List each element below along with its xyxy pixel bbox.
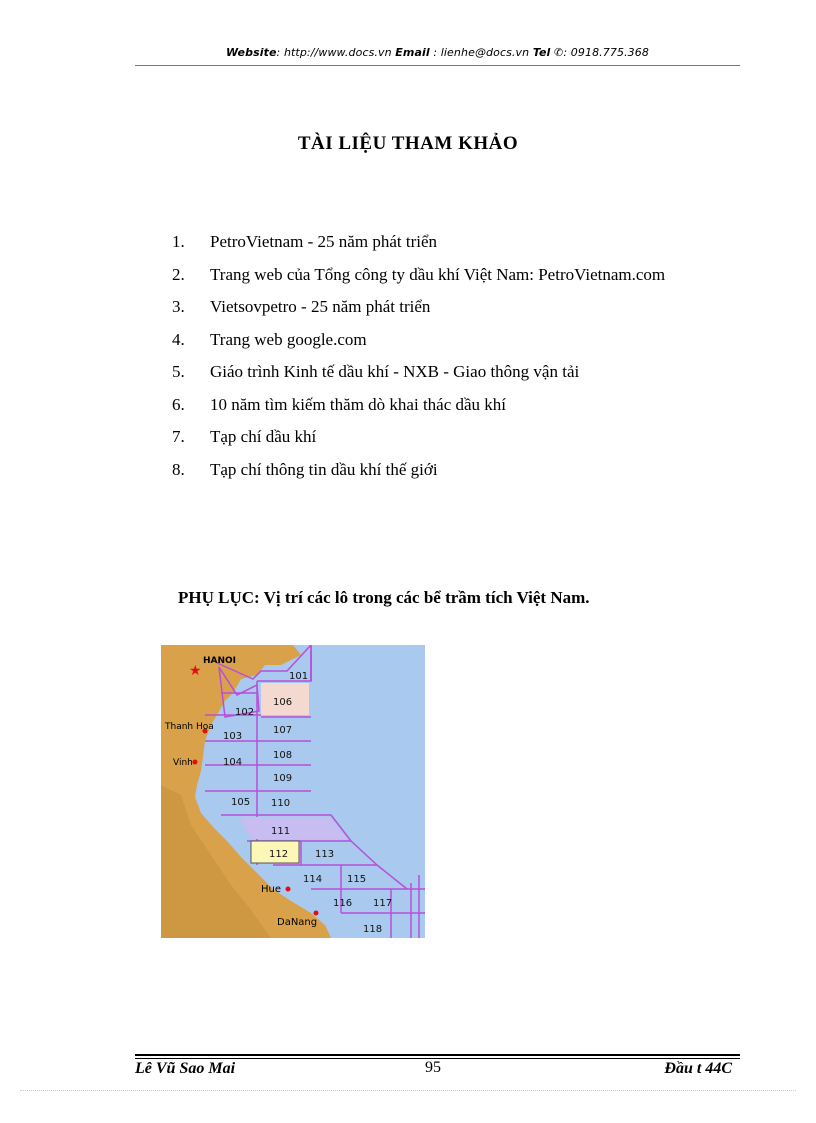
website-label: Website [226,46,277,59]
website-value: : http://www.docs.vn [276,46,396,59]
block-label-101: 101 [289,671,309,682]
tel-value: : 0918.775.368 [563,46,649,59]
block-label-111: 111 [271,826,291,837]
list-text: Vietsovpetro - 25 năm phát triển [210,297,431,316]
list-text: Tạp chí dầu khí [210,427,317,446]
list-number: 1. [172,232,185,251]
list-item [172,395,665,428]
city-marker-da-nang [314,911,319,916]
city-label-hue: Hue [261,884,282,895]
phone-icon: ✆ [554,46,564,59]
city-marker-vinh [193,760,198,765]
email-value: : lienhe@docs.vn [429,46,533,59]
footer-author: Lê Vũ Sao Mai [135,1060,236,1077]
list-number: 2. [172,264,185,284]
list-number: 8. [172,459,185,479]
block-label-116: 116 [333,898,353,909]
page-title: TÀI LIỆU THAM KHẢO [297,133,519,154]
block-label-102: 102 [235,707,255,718]
block-label-112: 112 [269,849,289,860]
block-label-114: 114 [303,874,323,885]
page-number: 95 [425,1059,441,1076]
city-marker-hue [286,887,291,892]
list-item [172,232,665,265]
list-item [172,297,665,330]
list-number: 4. [172,329,185,349]
footer-class: Đầu t 44C [664,1060,732,1077]
reference-list [172,232,665,492]
list-text: Tạp chí thông tin dầu khí thế giới [210,459,438,479]
block-label-106: 106 [273,697,293,708]
city-label-vinh: Vinh [173,758,193,768]
list-text: 10 năm tìm kiếm thăm dò khai thác dầu khí [210,394,507,414]
block-label-105: 105 [231,797,251,808]
block-label-108: 108 [273,750,293,761]
appendix-title: PHỤ LỤC: Vị trí các lô trong các bể trầm tích Việt Nam. [178,588,590,607]
list-item [172,460,665,493]
block-label-107: 107 [273,725,293,736]
list-number: 3. [172,297,185,316]
block-label-117: 117 [373,898,393,909]
block-label-110: 110 [271,798,291,809]
block-map-image [161,645,425,938]
block-label-103: 103 [223,731,243,742]
list-text: PetroVietnam - 25 năm phát triển [210,232,438,251]
block-label-118: 118 [363,924,383,935]
list-item [172,427,665,460]
capital-star-icon: ★ [189,663,202,679]
list-item [172,330,665,363]
list-text: Giáo trình Kinh tế dầu khí - NXB - Giao thông vận tải [210,362,580,381]
list-number: 5. [172,362,185,381]
list-item [172,265,665,298]
list-number: 6. [172,394,185,414]
list-item [172,362,665,395]
city-label-da-nang: DaNang [277,917,318,928]
block-label-115: 115 [347,874,367,885]
block-111-highlight [239,817,347,839]
city-label-hanoi: HANOI [203,656,237,666]
block-label-104: 104 [223,757,243,768]
page-header [135,46,740,59]
block-label-109: 109 [273,773,293,784]
tel-label: Tel [532,46,551,59]
list-text: Trang web của Tổng công ty dầu khí Việt Nam: PetroVietnam.com [210,264,666,284]
page-bottom-edge [20,1090,796,1091]
header-divider [135,65,740,66]
list-text: Trang web google.com [210,329,367,349]
block-label-113: 113 [315,849,335,860]
city-label-thanh-hoa: Thanh Hoa [165,722,214,732]
email-label: Email [395,46,430,59]
footer-divider [135,1054,740,1056]
list-number: 7. [172,427,185,446]
